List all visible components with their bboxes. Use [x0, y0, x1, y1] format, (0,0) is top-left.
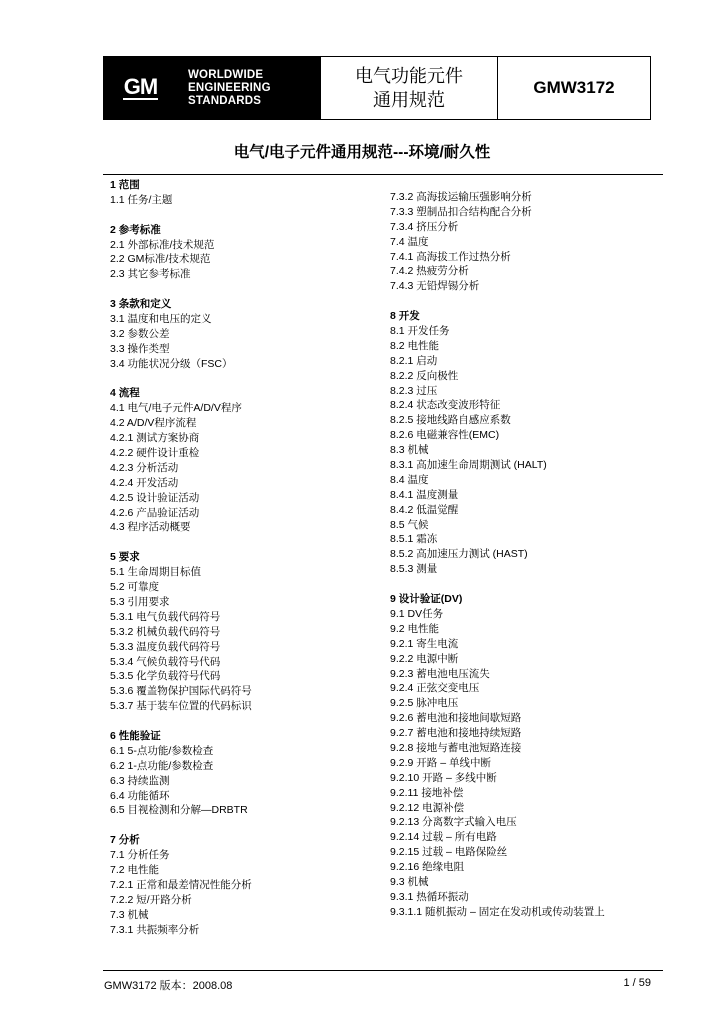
toc-entry: 6.5 目视检测和分解—DRBTR: [110, 804, 248, 817]
toc-entry: 8.3.1 高加速生命周期测试 (HALT): [390, 459, 547, 472]
standards-line-3: STANDARDS: [188, 94, 262, 107]
toc-entry: 4.3 程序活动概要: [110, 521, 191, 534]
toc-spacer: [110, 372, 252, 387]
toc-spacer: [110, 714, 252, 729]
toc-entry: 7.3.2 高海拔运输压强影响分析: [390, 191, 532, 203]
toc-entry: 7.4.1 高海拔工作过热分析: [390, 250, 511, 263]
toc-entry: 9.2.14 过载 – 所有电路: [390, 831, 497, 844]
toc-entry: 7.2 电性能: [110, 863, 160, 876]
toc-entry: 5.3.2 机械负载代码符号: [110, 625, 221, 638]
toc-entry: 9.2 电性能: [390, 622, 440, 635]
toc-entry: 8.2.1 启动: [390, 354, 438, 367]
toc-entry: 9.2.12 电源补偿: [390, 801, 465, 814]
toc-section-heading: 4 流程: [110, 387, 140, 400]
toc-entry: 5.3.3 温度负载代码符号: [110, 640, 221, 653]
toc-entry: 4.2.4 开发活动: [110, 476, 179, 489]
toc-entry: 8.4 温度: [390, 473, 429, 486]
toc-entry: 9.1 DV任务: [390, 607, 444, 620]
toc-entry: 8.2.6 电磁兼容性(EMC): [390, 429, 500, 442]
toc-right-column: [390, 190, 605, 920]
toc-entry: 8.5.1 霜冻: [390, 533, 438, 546]
toc-spacer: [110, 818, 252, 833]
toc-spacer: [110, 282, 252, 297]
toc-entry: 5.3.4 气候负载符号代码: [110, 655, 221, 668]
toc-entry: 4.2 A/D/V程序流程: [110, 417, 197, 430]
toc-section-heading: 6 性能验证: [110, 729, 161, 742]
toc-entry: 8.5.2 高加速压力测试 (HAST): [390, 548, 528, 561]
toc-section-heading: 9 设计验证(DV): [390, 593, 463, 606]
toc-entry: 9.3.1.1 随机振动 – 固定在发动机或传动装置上: [390, 905, 605, 918]
standards-line-2: ENGINEERING: [188, 81, 271, 94]
header-title: [321, 57, 498, 119]
footer-page-number: 1 / 59: [623, 977, 651, 989]
toc-entry: 9.2.8 接地与蓄电池短路连接: [390, 741, 522, 754]
header-title-line-2: 通用规范: [373, 90, 445, 110]
toc-entry: 7.3.1 共振频率分析: [110, 923, 200, 936]
standards-label: [178, 57, 321, 119]
toc-entry: 8.2.5 接地线路自感应系数: [390, 414, 511, 427]
header-title-line-1: 电气功能元件: [355, 66, 463, 86]
toc-entry: 6.3 持续监测: [110, 774, 170, 787]
toc-entry: 5.3 引用要求: [110, 595, 170, 608]
gm-logo-text: GM: [123, 74, 158, 99]
document-title: 电气/电子元件通用规范---环境/耐久性: [233, 144, 491, 161]
toc-entry: 9.2.15 过载 – 电路保险丝: [390, 846, 508, 859]
toc-entry: 8.2.2 反向极性: [390, 369, 459, 382]
toc-entry: 8.3 机械: [390, 444, 429, 457]
toc-entry: 7.4.3 无铅焊锡分析: [390, 280, 480, 293]
toc-entry: 7.4.2 热疲劳分析: [390, 265, 469, 278]
toc-entry: 7.2.1 正常和最差情况性能分析: [110, 878, 252, 891]
toc-entry: 4.2.1 测试方案协商: [110, 432, 200, 445]
footer-version: GMW3172 版本：2008.08: [104, 980, 233, 992]
toc-entry: 2.2 GM标准/技术规范: [110, 253, 211, 266]
standards-line-1: WORLDWIDE: [188, 68, 264, 81]
toc-entry: 4.2.2 硬件设计重检: [110, 447, 200, 460]
toc-spacer: [390, 294, 605, 309]
toc-section-heading: 5 要求: [110, 551, 140, 564]
toc-section-heading: 8 开发: [390, 310, 420, 323]
toc-entry: 4.1 电气/电子元件A/D/V程序: [110, 402, 242, 415]
toc-entry: 6.1 5-点功能/参数检查: [110, 744, 214, 757]
toc-entry: 9.3.1 热循环振动: [390, 890, 469, 903]
toc-entry: 8.5.3 测量: [390, 563, 438, 576]
header-table: [103, 56, 651, 120]
toc-entry: 6.4 功能循环: [110, 789, 170, 802]
toc-entry: 9.2.10 开路 – 多线中断: [390, 771, 497, 784]
top-divider: [103, 174, 663, 175]
toc-entry: 9.2.4 正弦交变电压: [390, 682, 480, 695]
toc-entry: 3.1 温度和电压的定义: [110, 313, 212, 326]
toc-entry: 2.3 其它参考标准: [110, 268, 191, 281]
toc-entry: 8.4.2 低温觉醒: [390, 503, 459, 516]
toc-left-column: [110, 178, 252, 937]
toc-entry: 7.3.3 塑制品扣合结构配合分析: [390, 205, 532, 218]
toc-entry: 7.3.4 挤压分析: [390, 220, 459, 233]
toc-entry: 4.2.5 设计验证活动: [110, 491, 200, 504]
toc-section-heading: 1 范围: [110, 179, 140, 191]
toc-entry: 9.2.3 蓄电池电压流失: [390, 667, 490, 680]
toc-entry: 8.2.4 状态改变波形特征: [390, 399, 501, 412]
toc-entry: 9.2.13 分离数字式输入电压: [390, 816, 517, 829]
toc-entry: 6.2 1-点功能/参数检查: [110, 759, 214, 772]
toc-entry: 7.4 温度: [390, 235, 429, 248]
toc-entry: 1.1 任务/主题: [110, 193, 173, 206]
toc-entry: 8.1 开发任务: [390, 325, 450, 338]
toc-section-heading: 3 条款和定义: [110, 298, 172, 311]
toc-entry: 3.4 功能状况分级（FSC）: [110, 357, 233, 370]
toc-entry: 9.2.2 电源中断: [390, 652, 459, 665]
toc-entry: 7.3 机械: [110, 908, 149, 921]
toc-entry: 9.2.11 接地补偿: [390, 786, 464, 799]
toc-spacer: [110, 208, 252, 223]
toc-entry: 8.4.1 温度测量: [390, 488, 459, 501]
toc-entry: 8.2.3 过压: [390, 384, 438, 397]
toc-entry: 5.2 可靠度: [110, 581, 160, 594]
toc-entry: 7.1 分析任务: [110, 849, 170, 862]
toc-entry: 5.3.1 电气负载代码符号: [110, 610, 221, 623]
toc-entry: 8.2 电性能: [390, 339, 440, 352]
toc-entry: 9.2.9 开路 – 单线中断: [390, 756, 491, 769]
toc-entry: 3.3 操作类型: [110, 342, 170, 355]
toc-entry: 4.2.3 分析活动: [110, 461, 179, 474]
toc-entry: 3.2 参数公差: [110, 327, 170, 340]
toc-entry: 4.2.6 产品验证活动: [110, 506, 200, 519]
gm-logo: [104, 57, 178, 119]
toc-entry: 9.2.6 蓄电池和接地间歇短路: [390, 712, 522, 725]
toc-spacer: [390, 577, 605, 592]
toc-entry: 2.1 外部标准/技术规范: [110, 238, 215, 251]
toc-entry: 9.2.16 绝缘电阻: [390, 861, 465, 874]
toc-section-heading: 7 分析: [110, 834, 140, 847]
toc-entry: 7.2.2 短/开路分析: [110, 893, 192, 906]
toc-entry: 9.2.7 蓄电池和接地持续短路: [390, 727, 522, 740]
toc-spacer: [110, 535, 252, 550]
toc-entry: 8.5 气候: [390, 518, 429, 531]
toc-entry: 9.2.5 脉冲电压: [390, 697, 459, 710]
toc-entry: 5.3.6 覆盖物保护国际代码符号: [110, 685, 252, 698]
toc-entry: 5.3.7 基于装车位置的代码标识: [110, 700, 252, 713]
toc-entry: 5.1 生命周期目标值: [110, 566, 202, 579]
toc-section-heading: 2 参考标准: [110, 223, 161, 236]
toc-entry: 9.2.1 寄生电流: [390, 637, 459, 650]
footer-divider: [103, 970, 663, 971]
doc-code: GMW3172: [533, 78, 615, 97]
toc-entry: 9.3 机械: [390, 875, 429, 888]
toc-entry: 5.3.5 化学负载符号代码: [110, 670, 221, 683]
